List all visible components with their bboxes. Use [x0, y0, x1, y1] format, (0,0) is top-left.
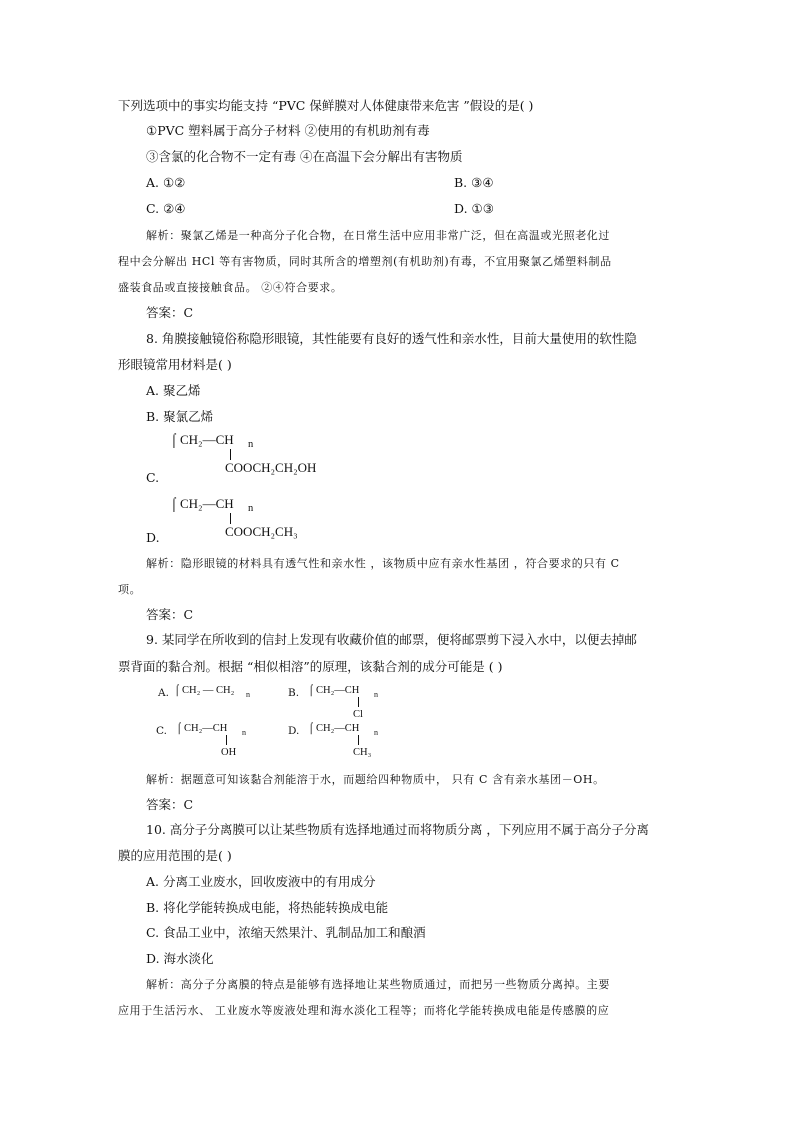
bracket-left: ⌠ — [308, 723, 315, 734]
q9-stem-line-2: 票背面的黏合剂。根据 “相似相溶”的原理，该黏合剂的成分可能是 ( ) — [118, 659, 503, 674]
formula-side-group: COOCH₂CH₃ — [225, 524, 298, 539]
q10-option-c: C. 食品工业中，浓缩天然果汁、乳制品加工和酿酒 — [146, 925, 426, 940]
formula-bond — [230, 449, 231, 460]
bracket-left: ⌠ — [308, 685, 315, 696]
q7-explanation-line-2: 程中会分解出 HCl 等有害物质，同时其所含的增塑剂(有机助剂)有毒，不宜用聚氯乙烯塑料制品 — [118, 255, 612, 268]
formula-subscript-n: n — [248, 439, 254, 450]
q7-explanation-line-3: 盛装食品或直接接触食品。 ②④符合要求。 — [118, 281, 343, 294]
formula-main-chain: CH₂—CH — [180, 432, 234, 447]
q10-stem-line-2: 膜的应用范围的是( ) — [118, 848, 232, 863]
bracket-left: ⌠ — [170, 496, 178, 511]
q7-option-a: A. ①② — [146, 175, 186, 190]
q10-explanation-line-2: 应用于生活污水、 工业废水等废液处理和海水淡化工程等；而将化学能转换成电能是传感膜的应 — [118, 1004, 610, 1017]
q7-explanation-line-1: 解析：聚氯乙烯是一种高分子化合物，在日常生活中应用非常广泛，但在高温或光照老化过 — [146, 229, 610, 242]
bracket-left: ⌠ — [176, 723, 183, 734]
q9-label-c: C. — [156, 725, 167, 737]
q7-option-b: B. ③④ — [454, 175, 494, 190]
q9-stem-line-1: 9. 某同学在所收到的信封上发现有收藏价值的邮票，便将邮票剪下浸入水中，以便去掉邮 — [146, 632, 637, 647]
formula-subscript-n: n — [374, 728, 378, 737]
formula-subscript-n: n — [374, 690, 378, 699]
formula-subscript-n: n — [246, 690, 250, 699]
q8-explanation-line-1: 解析：隐形眼镜的材料具有透气性和亲水性 ，该物质中应有亲水性基团 ，符合要求的只有 C — [146, 557, 620, 570]
q9-label-d: D. — [288, 725, 300, 737]
formula-bond — [358, 697, 359, 707]
q8-explanation-line-2: 项。 — [118, 583, 142, 596]
formula-bond — [230, 513, 231, 524]
q9-answer: 答案：C — [146, 797, 194, 812]
formula-side-group: COOCH₂CH₂OH — [225, 460, 317, 475]
q10-option-d: D. 海水淡化 — [146, 951, 214, 966]
q8-stem-line-1: 8. 角膜接触镜俗称隐形眼镜，其性能要有良好的透气性和亲水性，目前大量使用的软性隐 — [146, 331, 637, 346]
formula-bond — [358, 735, 359, 745]
formula-main-chain: CH₂—CH — [316, 723, 360, 734]
formula-subscript-n: n — [248, 503, 254, 514]
formula-side-group: CH₃ — [353, 747, 372, 758]
q8-option-b: B. 聚氯乙烯 — [146, 409, 214, 424]
q7-stem: 下列选项中的事实均能支持 “PVC 保鲜膜对人体健康带来危害 ”假设的是( ) — [118, 98, 534, 113]
q7-answer: 答案：C — [146, 305, 194, 320]
q8-option-a: A. 聚乙烯 — [146, 383, 201, 398]
q10-explanation-line-1: 解析：高分子分离膜的特点是能够有选择地让某些物质通过，而把另一些物质分离掉。主要 — [146, 978, 610, 991]
formula-bond — [226, 735, 227, 745]
formula-side-group: OH — [221, 747, 237, 758]
formula-subscript-n: n — [242, 728, 246, 737]
q10-option-a: A. 分离工业废水，回收废液中的有用成分 — [146, 874, 376, 889]
q10-stem-line-1: 10. 高分子分离膜可以让某些物质有选择地通过而将物质分离 ，下列应用不属于高分子分离 — [146, 822, 649, 837]
q8-answer: 答案：C — [146, 607, 194, 622]
formula-side-group: Cl — [353, 709, 363, 720]
q10-option-b: B. 将化学能转换成电能，将热能转换成电能 — [146, 900, 389, 915]
q8-stem-line-2: 形眼镜常用材料是( ) — [118, 357, 232, 372]
q7-option-c: C. ②④ — [146, 201, 186, 216]
formula-main-chain: CH₂—CH — [180, 496, 234, 511]
q8-option-d: D. — [146, 530, 160, 545]
q7-option-d: D. ①③ — [454, 201, 494, 216]
q9-label-a: A. — [158, 687, 169, 699]
q8-option-c: C. — [146, 470, 160, 485]
q9-explanation-line-1: 解析：据题意可知该黏合剂能溶于水，而题给四种物质中， 只有 C 含有亲水基团－OH。 — [146, 773, 605, 786]
q7-facts-line-2: ③含氯的化合物不一定有毒 ④在高温下会分解出有害物质 — [146, 149, 463, 164]
bracket-left: ⌠ — [170, 432, 178, 447]
formula-main-chain: CH₂ — CH₂ — [182, 685, 235, 696]
q9-label-b: B. — [288, 687, 300, 699]
bracket-left: ⌠ — [174, 685, 181, 696]
formula-main-chain: CH₂—CH — [184, 723, 228, 734]
formula-main-chain: CH₂—CH — [316, 685, 360, 696]
q7-facts-line-1: ①PVC 塑料属于高分子材料 ②使用的有机助剂有毒 — [146, 123, 430, 138]
